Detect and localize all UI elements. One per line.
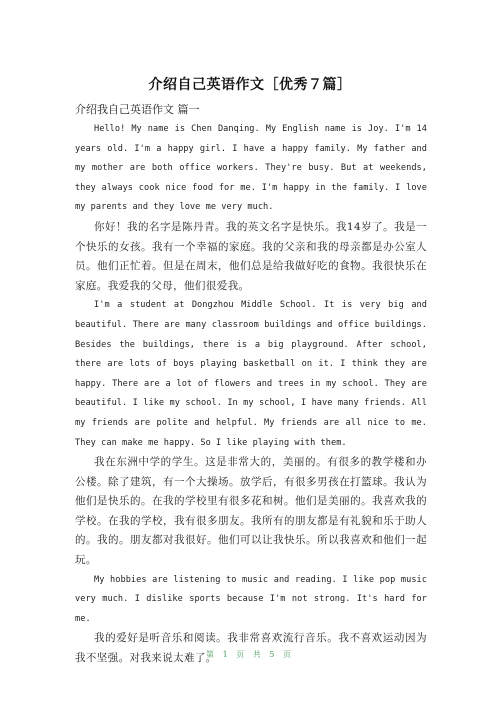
paragraph-english-hobbies: My hobbies are listening to music and reading. I like pop music very much. I dislike sports because I'm not strong. It's hard for me. [75,574,427,624]
paragraph-english-intro: Hello! My name is Chen Danqing. My English name is Joy. I'm 14 years old. I'm a happy girl. I have a happy family. My father and my mother are both office workers. They're busy. But at weekends, they always cook nice food for me. I'm happy in the family. I love my parents and they love me very much. [75,124,427,213]
section-heading: 介绍我自己英语作文 篇一 [75,103,200,116]
page-number: 第 1 页 共 5 页 [206,650,294,659]
paragraph-chinese-hobbies: 我的爱好是听音乐和阅读。我非常喜欢流行音乐。我不喜欢运动因为我不坚强。对我来说太难了。 [75,632,427,665]
paragraph-chinese-school: 我在东洲中学的学生。这是非常大的，美丽的。有很多的教学楼和办公楼。除了建筑，有一个大操场。放学后，有很多男孩在打篮球。我认为他们是快乐的。在我的学校里有很多花和树。他们是美丽的。我喜欢我的学校。在我的学校，我有很多朋友。我所有的朋友都是有礼貌和乐于助人的。我的。朋友都对我很好。他们可以让我快乐。所以我喜欢和他们一起玩。 [75,456,427,567]
paragraph-english-school: I'm a student at Dongzhou Middle School. It is very big and beautiful. There are many classroom buildings and office buildings. Besides the buildings, there is a big playground. After school, there are lots of boys playing basketball on it. I think they are happy. There are a lot of flowers and trees in my school. They are beautiful. I like my school. In my school, I have many friends. All my friends are polite and helpful. My friends are all nice to me. They can make me happy. So I like playing with them. [75,300,427,448]
paragraph-chinese-intro: 你好！我的名字是陈丹青。我的英文名字是快乐。我14岁了。我是一个快乐的女孩。我有一个幸福的家庭。我的父亲和我的母亲都是办公室人员。他们正忙着。但是在周末，他们总是给我做好吃的食物。我很快乐在家庭。我爱我的父母，他们很爱我。 [75,220,427,292]
document-title: 介绍自己英语作文［优秀７篇］ [148,77,352,93]
article-body [75,120,427,669]
